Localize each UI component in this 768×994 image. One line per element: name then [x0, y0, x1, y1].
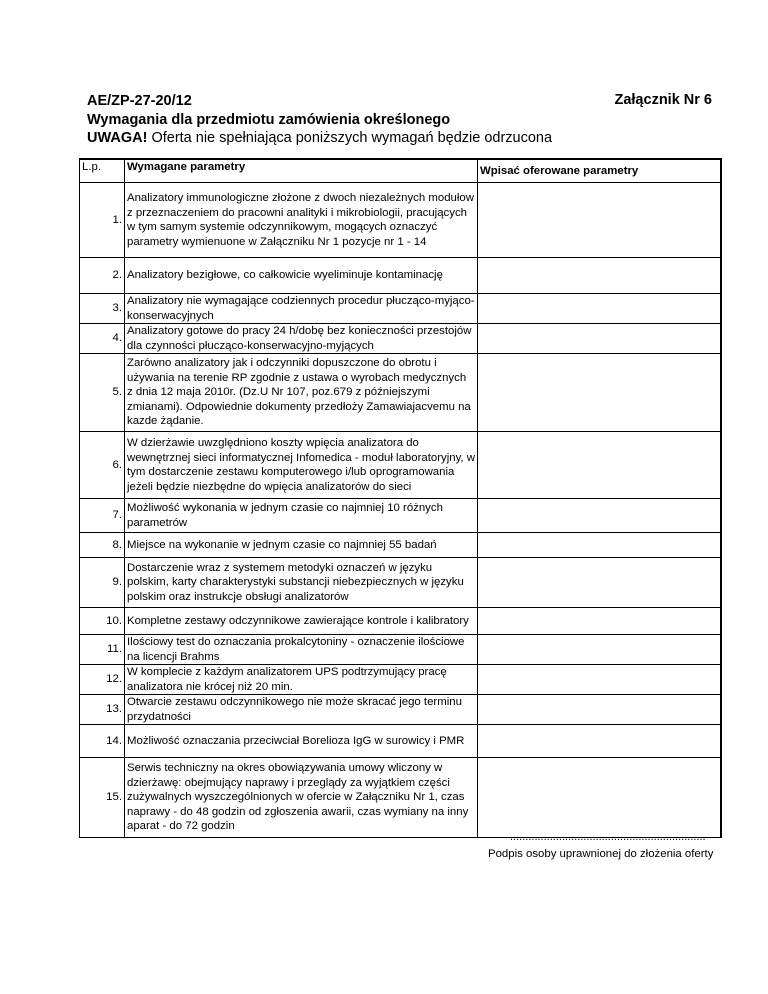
row-number: 4.: [80, 324, 125, 354]
table-row: [80, 324, 722, 354]
warning-label: UWAGA!: [87, 130, 148, 146]
offer-cell[interactable]: [478, 324, 722, 354]
row-number: 13.: [80, 695, 125, 725]
table-row: [80, 665, 722, 695]
column-header-requirements: Wymagane parametry: [125, 159, 478, 183]
offer-cell[interactable]: [478, 432, 722, 499]
signature-line: ................................................................: [510, 831, 706, 843]
row-number: 1.: [80, 183, 125, 258]
table-row: [80, 354, 722, 432]
row-number: 14.: [80, 725, 125, 758]
requirement-text: Serwis techniczny na okres obowiązywania umowy wliczony w dzierżawę: obejmujący naprawy i przeglądy za wyjątkiem części zużywalnych wyszczególnionych w ofercie w Załączniku Nr 1, czas naprawy - do 48 godzin od zgłoszenia awarii, czas wymiany na inny aparat - do 72 godzin: [125, 758, 478, 838]
table-header-row: [80, 159, 722, 183]
table-row: [80, 258, 722, 294]
column-header-offer: Wpisać oferowane parametry: [478, 159, 722, 183]
table-row: [80, 183, 722, 258]
offer-cell[interactable]: [478, 608, 722, 635]
requirement-text: Analizatory bezigłowe, co całkowicie wyeliminuje kontaminację: [125, 258, 478, 294]
row-number: 12.: [80, 665, 125, 695]
offer-cell[interactable]: [478, 499, 722, 533]
table-row: [80, 558, 722, 608]
warning-line: [87, 129, 552, 147]
warning-text: Oferta nie spełniająca poniższych wymagań będzie odrzucona: [147, 130, 553, 146]
table-row: [80, 432, 722, 499]
offer-cell[interactable]: [478, 725, 722, 758]
row-number: 10.: [80, 608, 125, 635]
offer-cell[interactable]: [478, 635, 722, 665]
row-number: 5.: [80, 354, 125, 432]
row-number: 8.: [80, 533, 125, 558]
row-number: 11.: [80, 635, 125, 665]
requirement-text: Ilościowy test do oznaczania prokalcytoniny - oznaczenie ilościowe na licencji Brahms: [125, 635, 478, 665]
offer-cell[interactable]: [478, 294, 722, 324]
table-row: [80, 499, 722, 533]
requirement-text: Analizatory immunologiczne złożone z dwoch niezależnych modułow z przeznaczeniem do pracowni analityki i mikrobiologii, pracujących w tym samym systemie odczynnikowym, mogących oznaczyć parametry wymienuone w Załączniku Nr 1 pozycje nr 1 - 14: [125, 183, 478, 258]
table-row: [80, 695, 722, 725]
offer-cell[interactable]: [478, 665, 722, 695]
requirement-text: Miejsce na wykonanie w jednym czasie co najmniej 55 badań: [125, 533, 478, 558]
requirement-text: Otwarcie zestawu odczynnikowego nie może skracać jego terminu przydatności: [125, 695, 478, 725]
requirement-text: Kompletne zestawy odczynnikowe zawierające kontrole i kalibratory: [125, 608, 478, 635]
requirement-text: Zarówno analizatory jak i odczynniki dopuszczone do obrotu i używania na terenie RP zgodnie z ustawa o wyrobach medycznych z dnia 12 maja 2010r. (Dz.U Nr 107, poz.679 z późniejszymi zmianami). Odpowiednie dokumenty przedłoży Zamawiajacvemu na kazde żądanie.: [125, 354, 478, 432]
row-number: 6.: [80, 432, 125, 499]
signature-label: Podpis osoby uprawnionej do złożenia oferty: [488, 848, 714, 860]
requirement-text: W dzierżawie uwzględniono koszty wpięcia analizatora do wewnętrznej sieci informatycznej Infomedica - moduł laboratoryjny, w tym dostarczenie zestawu komputerowego i/lub oprogramowania jeżeli będzie niezbędne do wpięcia analizatorów do sieci: [125, 432, 478, 499]
table-row: [80, 533, 722, 558]
requirement-text: Dostarczenie wraz z systemem metodyki oznaczeń w języku polskim, karty charakterystyki substancji niebezpiecznych w języku polskim oraz instrukcje obsługi analizatorów: [125, 558, 478, 608]
row-number: 9.: [80, 558, 125, 608]
table-row: [80, 635, 722, 665]
table-row: [80, 758, 722, 838]
row-number: 15.: [80, 758, 125, 838]
offer-cell[interactable]: [478, 758, 722, 838]
offer-cell[interactable]: [478, 354, 722, 432]
requirement-text: W komplecie z każdym analizatorem UPS podtrzymujący pracę analizatora nie krócej niż 20 min.: [125, 665, 478, 695]
requirement-text: Możliwość oznaczania przeciwciał Borelioza IgG w surowicy i PMR: [125, 725, 478, 758]
document-reference: AE/ZP-27-20/12: [87, 93, 192, 109]
row-number: 2.: [80, 258, 125, 294]
offer-cell[interactable]: [478, 258, 722, 294]
offer-cell[interactable]: [478, 183, 722, 258]
row-number: 3.: [80, 294, 125, 324]
requirement-text: Analizatory gotowe do pracy 24 h/dobę bez konieczności przestojów dla czynności płucząco-konserwacyjno-myjących: [125, 324, 478, 354]
column-header-lp: L.p.: [80, 159, 125, 183]
offer-cell[interactable]: [478, 695, 722, 725]
table-row: [80, 294, 722, 324]
requirements-table: [79, 158, 722, 838]
requirement-text: Możliwość wykonania w jednym czasie co najmniej 10 różnych parametrów: [125, 499, 478, 533]
row-number: 7.: [80, 499, 125, 533]
table-row: [80, 725, 722, 758]
offer-cell[interactable]: [478, 533, 722, 558]
requirement-text: Analizatory nie wymagające codziennych procedur płucząco-myjąco-konserwacyjnych: [125, 294, 478, 324]
attachment-number: Załącznik Nr 6: [614, 92, 712, 108]
table-row: [80, 608, 722, 635]
page-title: Wymagania dla przedmiotu zamówienia określonego: [87, 112, 451, 128]
offer-cell[interactable]: [478, 558, 722, 608]
